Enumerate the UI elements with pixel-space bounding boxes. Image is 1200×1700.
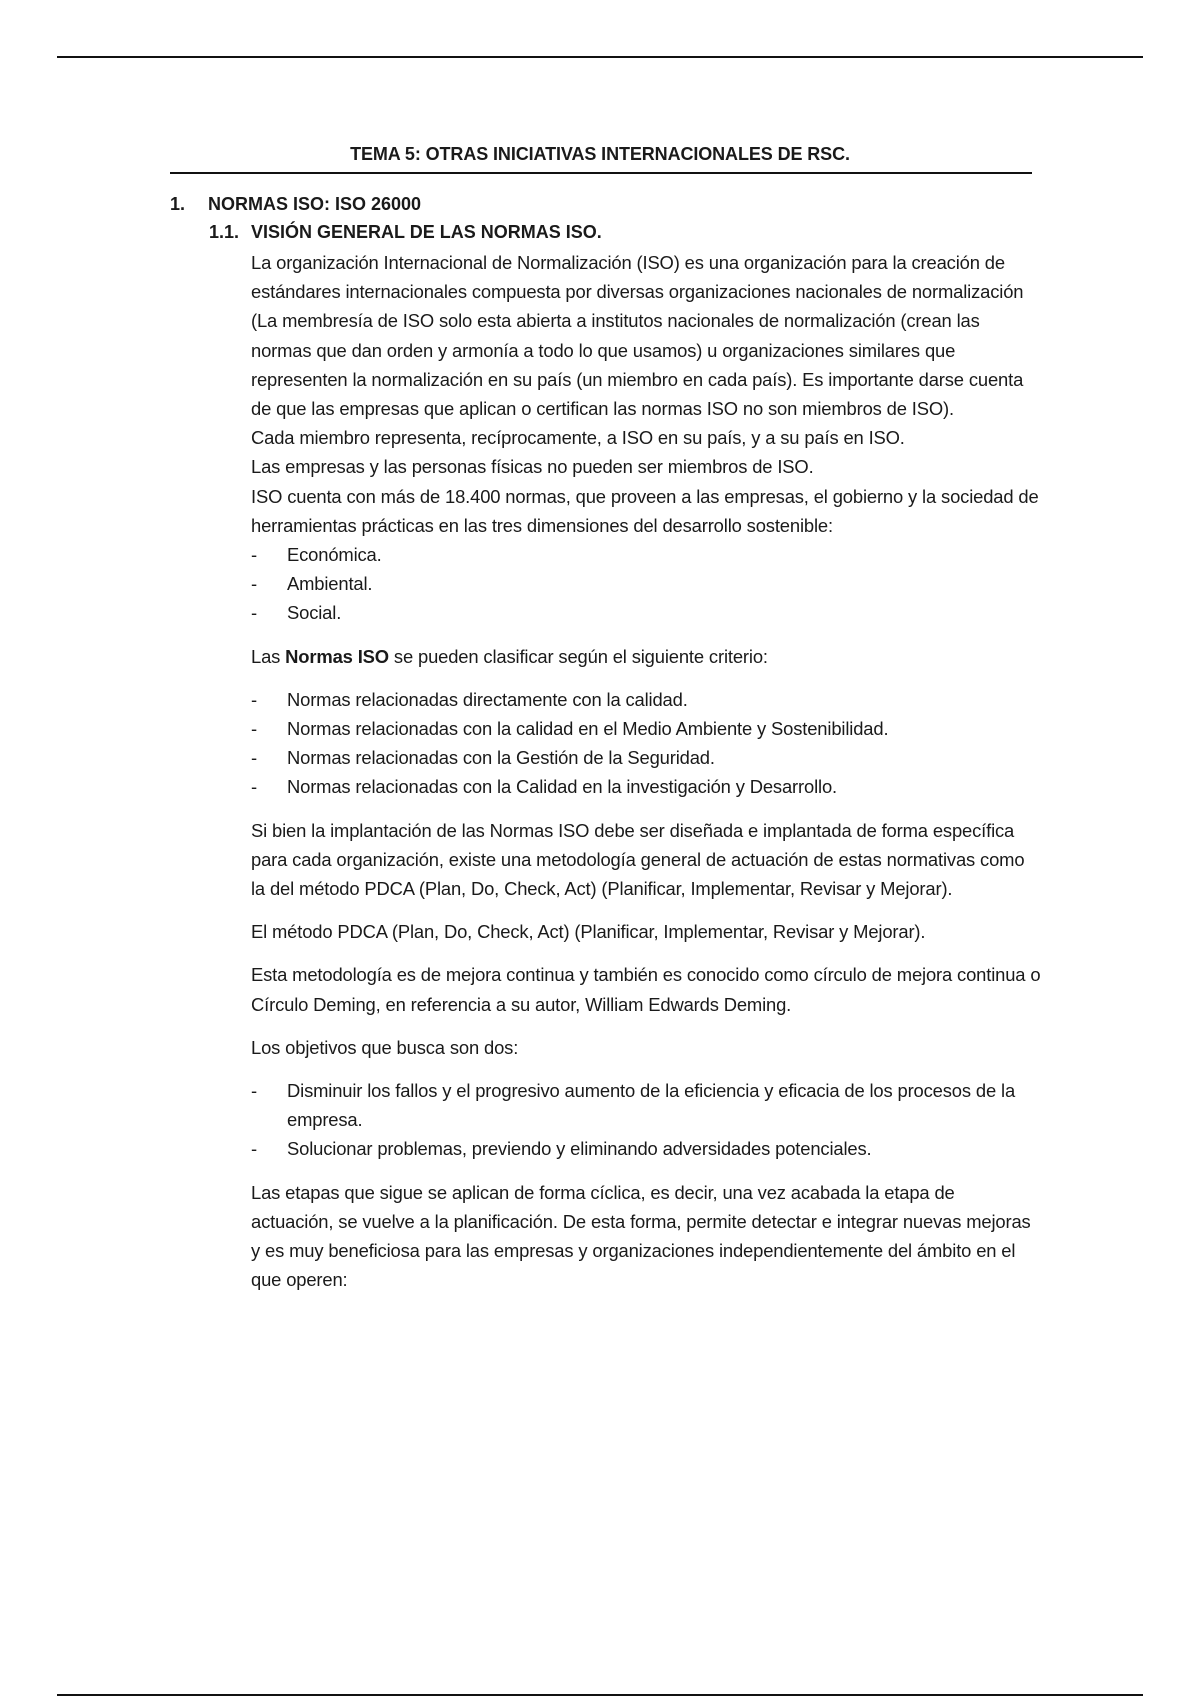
page-bottom-rule	[57, 1694, 1143, 1696]
list-item: - Normas relacionadas con la Gestión de la Seguridad.	[251, 743, 1041, 772]
list-item: - Económica.	[251, 540, 1041, 569]
list-item: - Solucionar problemas, previendo y eliminando adversidades potenciales.	[251, 1134, 1041, 1163]
title-underline	[170, 172, 1032, 174]
subsection-title: VISIÓN GENERAL DE LAS NORMAS ISO.	[251, 222, 602, 242]
section-title: NORMAS ISO: ISO 26000	[208, 194, 422, 214]
norms-count-paragraph: ISO cuenta con más de 18.400 normas, que proveen a las empresas, el gobierno y la sociedad de herramientas prácticas en las tres dimensiones del desarrollo sostenible:	[251, 485, 1039, 536]
subsection-heading	[209, 222, 602, 243]
implementation-paragraph: Si bien la implantación de las Normas ISO debe ser diseñada e implantada de forma específica para cada organización, existe una metodología general de actuación de estas normativas como la del método PDCA (Plan, Do, Check, Act) (Planificar, Implementar, Revisar y Mejorar).	[251, 819, 1025, 900]
companies-sentence: Las empresas y las personas físicas no pueden ser miembros de ISO.	[251, 456, 814, 478]
pdca-paragraph: El método PDCA (Plan, Do, Check, Act) (Planificar, Implementar, Revisar y Mejorar).	[251, 921, 926, 943]
subsection-number: 1.1.	[209, 222, 240, 242]
dimensions-list	[251, 540, 1041, 628]
section-number: 1.	[170, 194, 186, 214]
intro-paragraph: La organización Internacional de Normalización (ISO) es una organización para la creación de estándares internacionales compuesta por diversas organizaciones nacionales de normalización (La membresía de ISO solo esta abierta a institutos nacionales de normalización (crean las normas que dan orden y armonía a todo lo que usamos) u organizaciones similares que representen la normalización en su país (un miembro en cada país). Es importante darse cuenta de que las empresas que aplican o certifican las normas ISO no son miembros de ISO).	[251, 252, 1024, 420]
body-text	[251, 248, 1041, 1295]
list-item: - Normas relacionadas con la calidad en el Medio Ambiente y Sostenibilidad.	[251, 714, 1041, 743]
list-item: - Disminuir los fallos y el progresivo aumento de la eficiencia y eficacia de los procesos de la empresa.	[251, 1076, 1041, 1134]
document-title: TEMA 5: OTRAS INICIATIVAS INTERNACIONALES DE RSC.	[350, 144, 850, 164]
classification-intro: Las Normas ISO se pueden clasificar según el siguiente criterio:	[251, 645, 768, 667]
classification-list	[251, 685, 1041, 802]
section-heading	[170, 194, 421, 215]
list-item: - Social.	[251, 598, 1041, 627]
page-top-rule	[57, 56, 1143, 58]
list-item: - Ambiental.	[251, 569, 1041, 598]
objectives-list	[251, 1076, 1041, 1164]
list-item: - Normas relacionadas directamente con la calidad.	[251, 685, 1041, 714]
objectives-intro: Los objetivos que busca son dos:	[251, 1036, 519, 1058]
stages-paragraph: Las etapas que sigue se aplican de forma cíclica, es decir, una vez acabada la etapa de actuación, se vuelve a la planificación. De esta forma, permite detectar e integrar nuevas mejoras y es muy beneficiosa para las empresas y organizaciones independientemente del ámbito en el que operen:	[251, 1181, 1031, 1291]
deming-paragraph: Esta metodología es de mejora continua y también es conocido como círculo de mejora continua o Círculo Deming, en referencia a su autor, William Edwards Deming.	[251, 964, 1041, 1015]
bold-normas-iso: Normas ISO	[285, 645, 389, 667]
list-item: - Normas relacionadas con la Calidad en la investigación y Desarrollo.	[251, 772, 1041, 801]
member-sentence: Cada miembro representa, recíprocamente, a ISO en su país, y a su país en ISO.	[251, 427, 905, 449]
